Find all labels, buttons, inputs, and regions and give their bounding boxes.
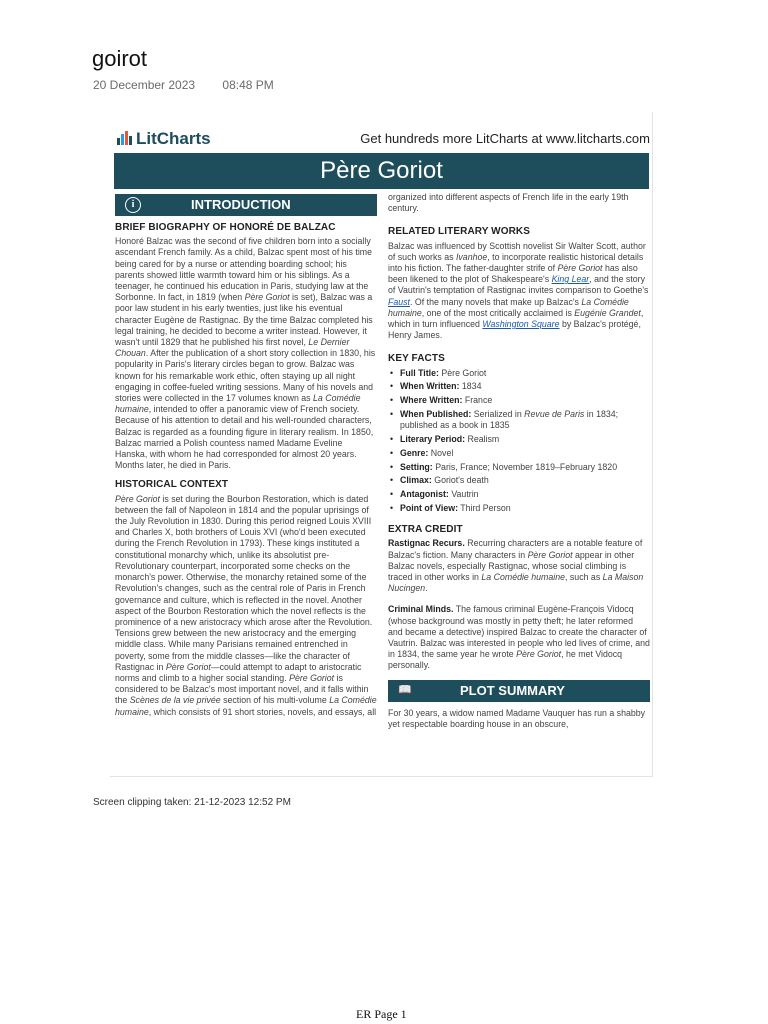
historical-context-text: Père Goriot is set during the Bourbon Restoration, which is dated between the fall of Napoleon in 1814 and the popular uprisings of the July Revolution in 1830. During this period reigned Louis XVIII and Charles X, both brothers of Louis XVI (who'd been executed during the French Revolution in 1793). These kings instituted a constitutional monarchy which, unlike its absolutist pre-Revolutionary counterpart, incorporated some checks on the monarch's power. Otherwise, the monarchy retained some of the Revolution's changes, such as the central role of Paris in French governance and culture, which is reflected in the novel. Another aspect of the Bourbon Restoration which the novel reflects is the prominence of a new aristocracy which arose after the Revolution. Tensions grew between the new aristocracy and the emerging middle class. While many Parisians remained entrenched in poverty, some from the middle classes—like the character of Rastignac in Père Goriot—could attempt to adapt to aristocratic norms and climb to a higher social standing. Père Goriot is considered to be Balzac's most important novel, and it falls within the Scènes de la vie privée section of his multi-volume La Comédie humaine, which consists of 91 short stories, novels, and essays, all — [115, 493, 377, 717]
fact-item: • Literary Period: Realism — [400, 434, 650, 445]
key-facts-heading: KEY FACTS — [388, 353, 445, 365]
extra-credit-heading: EXTRA CREDIT — [388, 524, 463, 536]
biography-text: Honoré Balzac was the second of five children born into a socially ascendant French family. As a child, Balzac spent most of his time being cared for by a nurse or attending boarding school; his parents showed little warmth toward him or his siblings. As a teenager, he continued his education in Paris, studying law at the Sorbonne. In fact, in 1819 (when Père Goriot is set), Balzac was a poor law student in his early twenties, just like his eventual character Eugène de Rastignac. By the time Balzac completed his legal training, he decided to become a writer instead. However, it wasn't until 1829 that he published his first novel, Le Dernier Chouan. After the publication of a short story collection in 1830, his popularity in Paris's literary circles began to grow. Balzac was known for his remarkable work ethic, often staying up all night engaging in coffee-fueled writing sessions. Many of his novels and stories were collected in the 17 volumes known as La Comédie humaine, intended to offer a panoramic view of French society. Because of his attention to detail and his well-rounded characters, Balzac is regarded as a founding figure in literary realism. In 1850, Balzac married a Polish countess named Madame Eveline Hanska, with whom he had corresponded for almost 20 years. Months later, he died in Paris. — [115, 236, 376, 471]
note-timestamp — [93, 78, 298, 92]
fact-item: • Where Written: France — [400, 395, 650, 406]
related-works-heading: RELATED LITERARY WORKS — [388, 226, 531, 238]
fact-item: • When Published: Serialized in Revue de Paris in 1834; published as a book in 1835 — [400, 409, 650, 431]
fact-item: • Genre: Novel — [400, 448, 650, 459]
link-faust[interactable]: Faust — [388, 296, 411, 307]
link-king-lear[interactable]: King Lear — [551, 274, 590, 285]
plot-summary-band — [388, 680, 650, 702]
book-title: Père Goriot — [114, 153, 649, 189]
litcharts-header — [115, 129, 652, 149]
litcharts-logo-text: LitCharts — [136, 129, 211, 148]
fact-item: • When Written: 1834 — [400, 381, 650, 392]
historical-context-heading: HISTORICAL CONTEXT — [115, 479, 229, 491]
fact-item: • Antagonist: Vautrin — [400, 489, 650, 500]
fact-item: • Full Title: Père Goriot — [400, 368, 650, 379]
left-column — [115, 194, 377, 722]
note-date: 20 December 2023 — [93, 78, 196, 92]
litcharts-cta: Get hundreds more LitCharts at www.litcharts.com — [360, 131, 650, 146]
fact-item: • Setting: Paris, France; November 1819–February 1820 — [400, 462, 650, 473]
introduction-label: INTRODUCTION — [191, 197, 291, 212]
introduction-band — [115, 194, 377, 216]
note-time: 08:48 PM — [222, 78, 274, 92]
link-washington-square[interactable]: Washington Square — [482, 319, 560, 330]
continued-text: organized into different aspects of French life in the early 19th century. — [388, 192, 629, 214]
litcharts-logo-icon — [117, 131, 133, 145]
open-book-icon: 📖 — [398, 683, 412, 696]
fact-item: • Climax: Goriot's death — [400, 475, 650, 486]
right-column — [388, 192, 650, 734]
plot-summary-label: PLOT SUMMARY — [460, 682, 565, 698]
plot-summary-text: For 30 years, a widow named Madame Vauquer has run a shabby yet respectable boarding house in an obscure, — [388, 707, 646, 729]
biography-heading: BRIEF BIOGRAPHY OF HONORÉ DE BALZAC — [115, 222, 336, 233]
fact-item: • Point of View: Third Person — [400, 503, 650, 514]
key-facts-list — [388, 368, 650, 515]
extra-credit-text-2: Criminal Minds. The famous criminal Eugène-François Vidocq (whose background was mostly in petty theft; he later reformed and became a detective) inspired Balzac to create the character of Vautrin. Balzac was interested in people who led lives of crime, and in 1834, the same year he wrote Père Goriot, he met Vidocq personally. — [388, 604, 650, 671]
related-works-text: Balzac was influenced by Scottish novelist Sir Walter Scott, author of such works as Ivanhoe, to incorporate realistic historical details into his fiction. The father-daughter strife of Père Goriot has also been likened to the plot of Shakespeare's King Lear, and the story of Vautrin's temptation of Rastignac invites comparison to Goethe's Faust. Of the many novels that make up Balzac's La Comédie humaine, one of the most critically acclaimed is Eugénie Grandet, which in turn influenced Washington Square by Balzac's protégé, Henry James. — [388, 240, 649, 341]
litcharts-logo — [117, 129, 211, 149]
screen-clipping — [110, 112, 653, 777]
info-icon: i — [125, 197, 141, 213]
extra-credit-text-1: Rastignac Recurs. Recurring characters are a notable feature of Balzac's fiction. Many characters in Père Goriot appear in other Balzac novels, especially Rastignac, whose social climbing is traced in other works in La Comédie humaine, such as La Maison Nucingen. — [388, 538, 644, 594]
page-label: ER Page 1 — [356, 1007, 407, 1021]
clip-caption: Screen clipping taken: 21-12-2023 12:52 PM — [93, 797, 291, 808]
note-title[interactable]: goirot — [92, 46, 148, 71]
